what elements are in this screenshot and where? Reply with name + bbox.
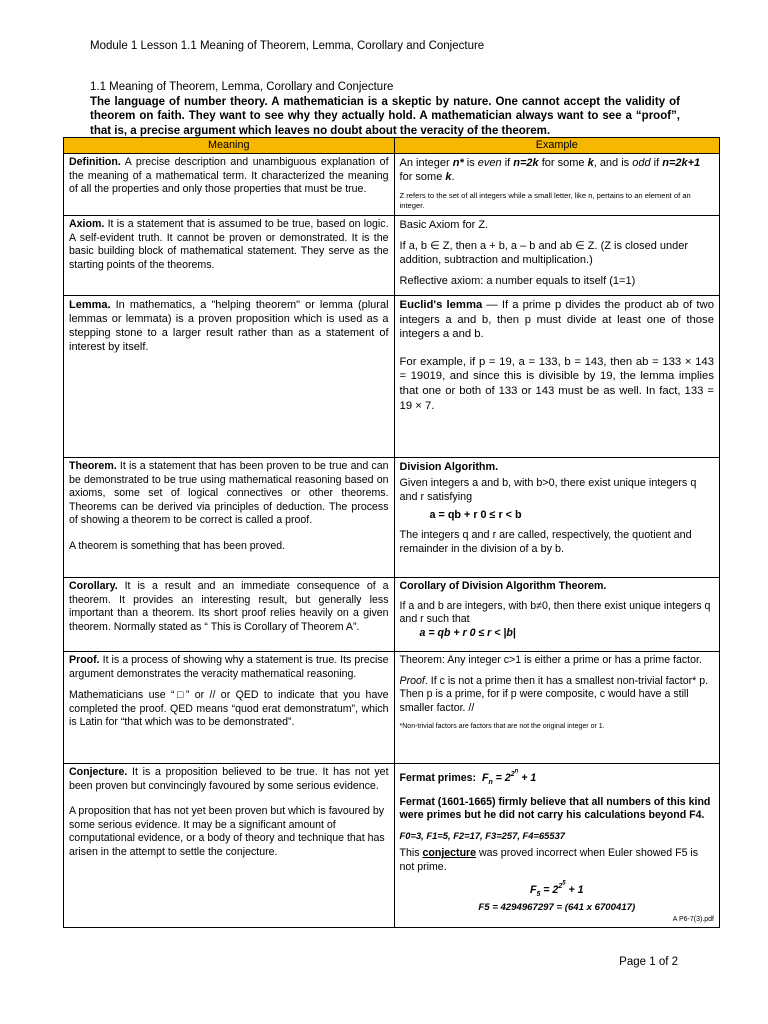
proof-note: *Non-trivial factors are factors that are not the original integer or 1. (399, 723, 605, 731)
corollary-title: Corollary of Division Algorithm Theorem. (399, 580, 607, 592)
fermat-title: Fermat primes: $F_n = 2^{2^n} + 1$ (399, 769, 537, 786)
table-row (64, 652, 720, 764)
conjecture-meaning (64, 764, 395, 928)
proof-qed: Mathematicians use “□” or // or QED to indicate that you have completed the proof. QED means “quod erat demonstratum”, which is Latin for “that which was to be demonstrated”. (69, 689, 389, 729)
lemma-example (394, 296, 719, 458)
term-label: Conjecture. (69, 766, 128, 778)
corollary-meaning (64, 578, 395, 652)
table-row (64, 458, 720, 578)
definition-example (394, 154, 719, 216)
theorem-given: Given integers a and b, with b>0, there exist unique integers q and r satisfying (399, 477, 697, 503)
page-number: Page 1 of 2 (619, 956, 678, 968)
fermat-f5-formula: $F_5 = 2^{2^5} + 1$ (529, 880, 584, 898)
term-text: It is a process of showing why a statement is true. Its precise argument demonstrates the veracity mathematical reasoning. (69, 654, 389, 680)
corollary-example (394, 578, 719, 652)
term-label: Axiom. (69, 218, 105, 230)
terms-table (63, 137, 720, 928)
source-note: A P6-7(3).pdf (672, 915, 714, 923)
table-row (64, 216, 720, 296)
definition-statement: An integer n* is even if n=2k for some k, and is odd if n=2k+1 for some k. (399, 157, 701, 183)
theorem-meaning (64, 458, 395, 578)
corollary-formula: a = qb + r 0 ≤ r < |b| (419, 626, 516, 639)
proof-body: Proof. If c is not a prime then it has a smallest non-trivial factor* p. Then p is a prime, for if p were composite, c would have a still smaller factor. // (399, 674, 709, 714)
lemma-meaning (64, 296, 395, 458)
term-label: Definition. (69, 156, 121, 168)
lemma-statement: Euclid's lemma — If a prime p divides the product ab of two integers a and b, then p must divide at least one of those integers a and b. (399, 299, 714, 341)
table-row (64, 154, 720, 216)
fermat-claim: Fermat (1601-1665) firmly believe that all numbers of this kind were primes but he did not carry his calculations beyond F4. (399, 795, 711, 822)
conjecture-detail: A proposition that has not yet been proven but which is favoured by some serious evidence. It may be a significant amount of computational evidence, or a body of theory and technique that has arisen in the attempt to settle the conjecture. (69, 805, 385, 858)
page-header: Module 1 Lesson 1.1 Meaning of Theorem, Lemma, Corollary and Conjecture (90, 40, 485, 52)
table-row (64, 578, 720, 652)
term-text: It is a result and an immediate consequence of a theorem. It provides an interesting result, but generally less important than a theorem. Its short proof relies heavily on a given theorem. Normally stated as “ This is Corollary of Theorem A”. (69, 580, 389, 633)
axiom-example (394, 216, 719, 296)
term-text: It is a statement that has been proven to be true and can be demonstrated to be true using mathematical reasoning based on axioms, some set of logical connectives or other theorems. Theorems can be derived via principles of deduction. The process of showing a theorem to be correct is called a proof. (69, 460, 389, 527)
theorem-example (394, 458, 719, 578)
proof-example (394, 652, 719, 764)
conjecture-example (394, 764, 719, 928)
definition-meaning (64, 154, 395, 216)
fermat-f5-value: F5 = 4294967297 = (641 x 6700417) (478, 902, 636, 914)
proof-theorem: Theorem: Any integer c>1 is either a prime or has a prime factor. (399, 654, 702, 666)
fermat-conjecture-text: This conjecture was proved incorrect when Euler showed F5 is not prime. (399, 847, 699, 873)
table-header-row (64, 138, 720, 154)
definition-note: Z refers to the set of all integers while a small letter, like n, pertains to an element of an integer. (399, 191, 691, 210)
lemma-example-text: For example, if p = 19, a = 133, b = 143, then ab = 133 × 143 = 19019, and since this is divisible by 19, the lemma implies that one or both of 133 or 143 must be as well. In fact, 133 = 19 × 7. (399, 355, 714, 412)
proof-meaning (64, 652, 395, 764)
term-label: Proof. (69, 654, 100, 666)
term-text: It is a statement that is assumed to be true, based on logic. A self-evident truth. It cannot be proven or demonstrated. It is the basic building block of mathematical statement. They serve as the starting points of the theorems. (69, 218, 389, 271)
term-label: Lemma. (69, 299, 111, 311)
term-text: In mathematics, a "helping theorem" or lemma (plural lemmas or lemmata) is a proven proposition which is used as a stepping stone to a larger result rather than as a statement of interest by itself. (69, 299, 389, 353)
term-label: Theorem. (69, 460, 117, 472)
term-text: It is a proposition believed to be true. It has not yet been proven but convincingly favoured by some serious evidence. (69, 766, 389, 792)
axiom-meaning (64, 216, 395, 296)
axiom-reflexive: Reflective axiom: a number equals to itself (1=1) (399, 275, 636, 287)
column-header-example: Example (394, 138, 719, 154)
fermat-values: F0=3, F1=5, F2=17, F3=257, F4=65537 (399, 829, 566, 841)
section-heading: 1.1 Meaning of Theorem, Lemma, Corollary and Conjecture (90, 81, 394, 93)
table-row (64, 296, 720, 458)
term-label: Corollary. (69, 580, 118, 592)
theorem-after: The integers q and r are called, respectively, the quotient and remainder in the division of a by b. (399, 529, 692, 555)
intro-section (90, 80, 680, 138)
intro-paragraph: The language of number theory. A mathematician is a skeptic by nature. One cannot accept the validity of theorem on faith. They want to see why they actually hold. A mathematician always want to see a “proof”, that is, a precise argument which leaves no doubt about the veracity of the theorem. (90, 95, 680, 137)
theorem-title: Division Algorithm. (399, 461, 499, 473)
theorem-formula: a = qb + r 0 ≤ r < b (429, 509, 522, 521)
table-row (64, 764, 720, 928)
column-header-meaning: Meaning (64, 138, 395, 154)
theorem-summary: A theorem is something that has been proved. (69, 539, 286, 552)
axiom-closure: If a, b ∈ Z, then a + b, a – b and ab ∈ Z. (Z is closed under addition, subtraction and multiplication.) (399, 240, 689, 266)
axiom-title: Basic Axiom for Z. (399, 219, 489, 231)
corollary-text: If a and b are integers, with b≠0, then there exist unique integers q and r such that (399, 599, 711, 626)
term-text: A precise description and unambiguous explanation of the meaning of a mathematical term. It characterized the meaning of all the properties and only those properties that must be true. (69, 156, 389, 196)
